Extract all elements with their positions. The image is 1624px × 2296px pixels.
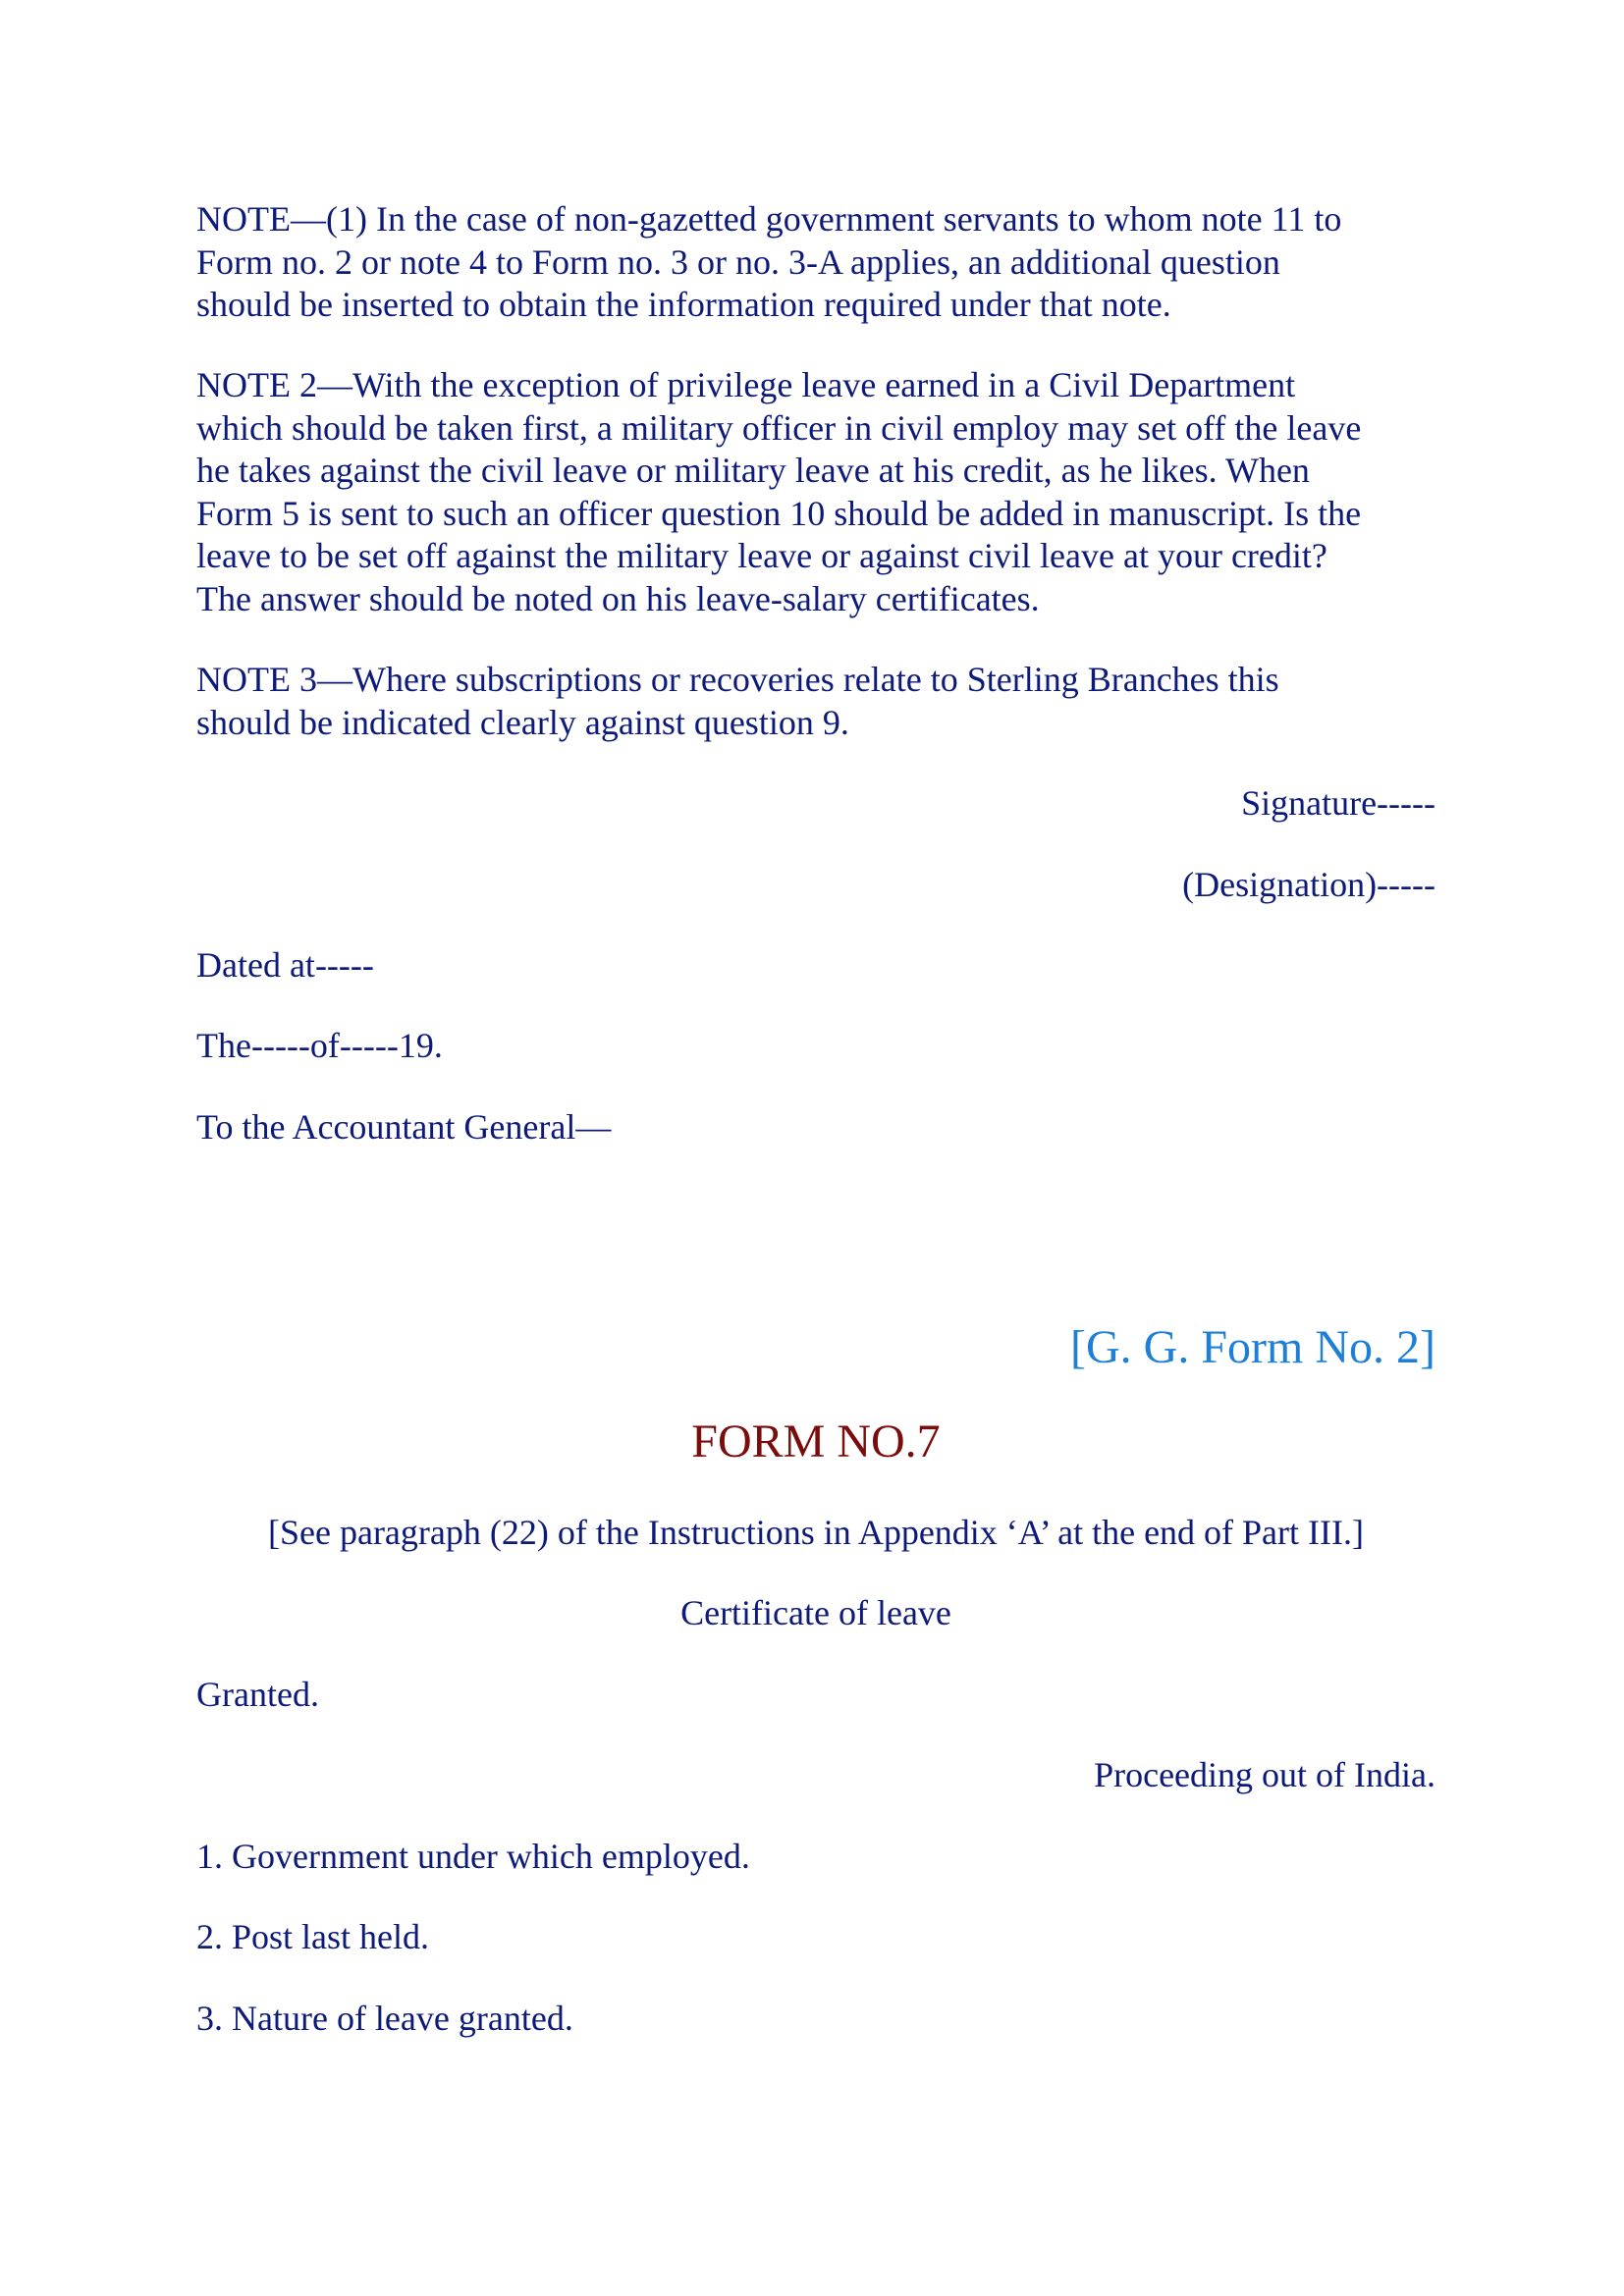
note-3-line: NOTE 3—Where subscriptions or recoveries relate to Sterling Branches this: [196, 660, 1279, 699]
note-3: [196, 659, 1435, 744]
note-2-line: leave to be set off against the military leave or against civil leave at your credit?: [196, 536, 1327, 575]
note-1-line: Form no. 2 or note 4 to Form no. 3 or no. 3-A applies, an additional question: [196, 241, 1280, 282]
granted-line: Granted.: [196, 1675, 319, 1714]
signature-line: Signature-----: [1241, 783, 1435, 823]
form-item: 3. Nature of leave granted.: [196, 1999, 573, 2038]
note-2-line: NOTE 2—With the exception of privilege leave earned in a Civil Department: [196, 365, 1296, 404]
form-title: FORM NO.7: [691, 1415, 941, 1468]
note-2-line: which should be taken first, a military officer in civil employ may set off the leave: [196, 407, 1362, 448]
note-1-line: NOTE—(1) In the case of non-gazetted government servants to whom note 11 to: [196, 199, 1342, 239]
note-1: [196, 198, 1435, 327]
note-2-line: Form 5 is sent to such an officer question 10 should be added in manuscript. Is the: [196, 493, 1362, 533]
designation-line: (Designation)-----: [1182, 865, 1435, 904]
note-2-line: The answer should be noted on his leave-salary certificates.: [196, 578, 1040, 618]
document-page: [196, 0, 1435, 2296]
form-item: 1. Government under which employed.: [196, 1837, 750, 1876]
dated-at-line: Dated at-----: [196, 945, 374, 985]
date-line: The-----of-----19.: [196, 1026, 443, 1065]
form-reference: [See paragraph (22) of the Instructions in Appendix ‘A’ at the end of Part III.]: [268, 1513, 1364, 1552]
note-3-line: should be indicated clearly against question 9.: [196, 702, 849, 742]
note-1-line: should be inserted to obtain the information required under that note.: [196, 285, 1171, 324]
note-2: [196, 364, 1435, 620]
addressee-line: To the Accountant General—: [196, 1107, 612, 1147]
gg-form-label: [G. G. Form No. 2]: [1070, 1321, 1435, 1373]
form-item: 2. Post last held.: [196, 1917, 430, 1956]
form-subtitle: Certificate of leave: [680, 1593, 951, 1632]
note-2-line: he takes against the civil leave or military leave at his credit, as he likes. When: [196, 451, 1310, 490]
proceeding-line: Proceeding out of India.: [1094, 1755, 1435, 1794]
